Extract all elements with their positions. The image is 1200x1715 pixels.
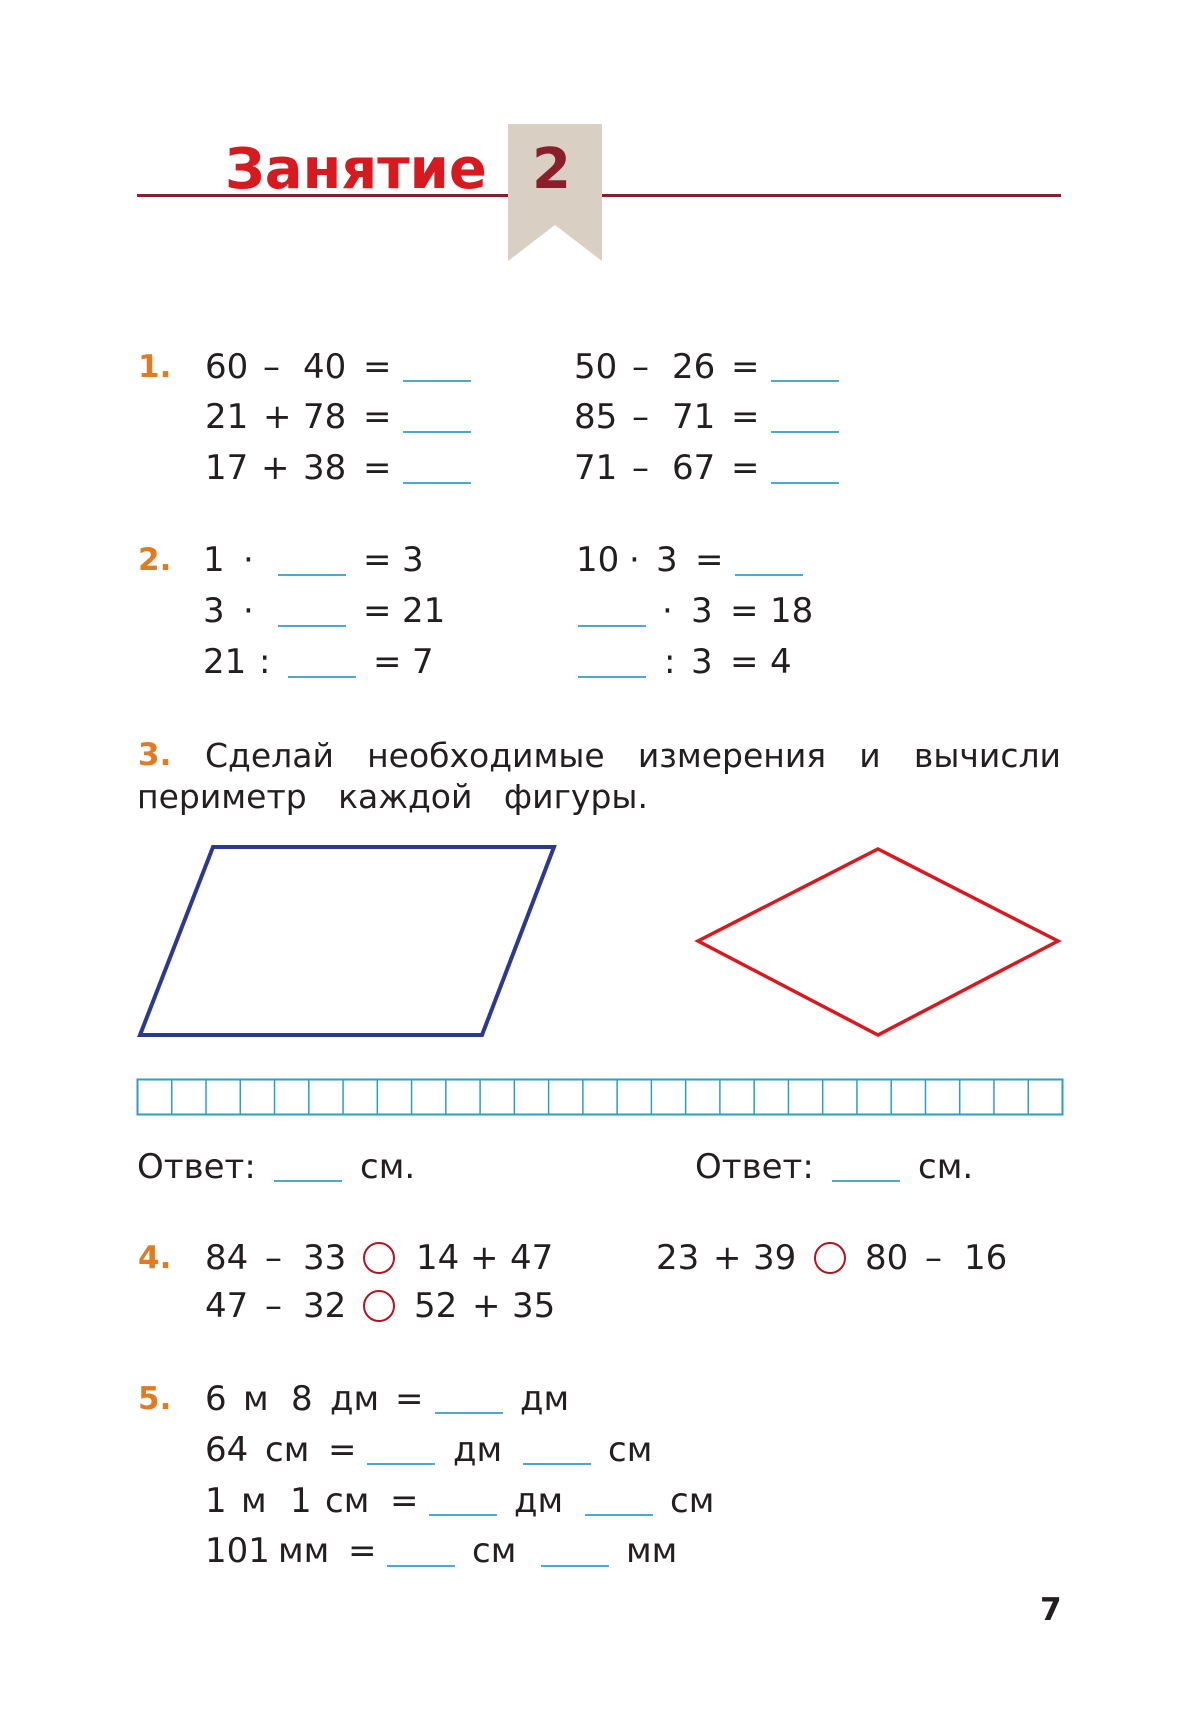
equals-sign: =	[390, 1481, 419, 1521]
answer-blank[interactable]	[832, 1180, 900, 1182]
operand: 80	[865, 1238, 909, 1278]
answer-unit: см.	[918, 1147, 974, 1187]
operator: ·	[629, 540, 640, 580]
unit: см	[265, 1430, 310, 1470]
answer-blank[interactable]	[403, 482, 471, 484]
operand: 50	[574, 347, 618, 387]
operand: 23	[656, 1238, 700, 1278]
answer-blank[interactable]	[403, 380, 471, 382]
operator: :	[664, 642, 676, 682]
equals-sign: =	[363, 347, 392, 387]
equals-sign: =	[730, 642, 759, 682]
operand: 47	[510, 1238, 554, 1278]
task-number: 5.	[138, 1381, 172, 1417]
quantity: 6	[205, 1379, 227, 1419]
answer-blank[interactable]	[278, 574, 346, 576]
operand: 52	[414, 1286, 458, 1326]
ruler-grid	[136, 1078, 1064, 1116]
instruction-word: необходимые	[367, 736, 605, 775]
operand: 14	[416, 1238, 460, 1278]
answer-blank[interactable]	[735, 574, 803, 576]
operator: ·	[243, 591, 254, 631]
operator: ·	[662, 591, 673, 631]
operand: 40	[303, 347, 347, 387]
operand: 17	[205, 448, 249, 488]
operand: 3	[656, 540, 678, 580]
comparison-circle[interactable]	[814, 1242, 846, 1274]
result: 3	[402, 540, 424, 580]
operator: –	[632, 347, 649, 387]
unit: см	[472, 1531, 517, 1571]
unit: дм	[520, 1379, 570, 1419]
answer-blank[interactable]	[435, 1412, 503, 1414]
unit: м	[241, 1481, 267, 1521]
result: 7	[412, 642, 434, 682]
operand: 78	[303, 397, 347, 437]
operator: –	[925, 1238, 942, 1278]
unit: дм	[330, 1379, 380, 1419]
answer-blank[interactable]	[578, 676, 646, 678]
equals-sign: =	[695, 540, 724, 580]
operand: 32	[303, 1286, 347, 1326]
task-number: 2.	[138, 542, 172, 578]
answer-blank[interactable]	[429, 1514, 497, 1516]
operator: +	[470, 1238, 499, 1278]
unit: м	[243, 1379, 269, 1419]
operand: 71	[574, 448, 618, 488]
answer-blank[interactable]	[367, 1463, 435, 1465]
page-number: 7	[1040, 1592, 1062, 1628]
quantity: 1	[205, 1481, 227, 1521]
operand: 26	[672, 347, 716, 387]
operand: 84	[205, 1238, 249, 1278]
operand: 35	[512, 1286, 556, 1326]
instruction-word: Сделай	[205, 736, 334, 775]
answer-blank[interactable]	[523, 1463, 591, 1465]
operand: 21	[205, 397, 249, 437]
lesson-title: Занятие	[225, 137, 487, 202]
operand: 60	[205, 347, 249, 387]
operand: 10	[576, 540, 620, 580]
operand: 85	[574, 397, 618, 437]
unit: дм	[453, 1430, 503, 1470]
task-number: 1.	[138, 349, 172, 385]
comparison-circle[interactable]	[363, 1242, 395, 1274]
result: 4	[770, 642, 792, 682]
operator: +	[713, 1238, 742, 1278]
operand: 39	[753, 1238, 797, 1278]
answer-blank[interactable]	[274, 1180, 342, 1182]
equals-sign: =	[731, 347, 760, 387]
operator: –	[632, 397, 649, 437]
parallelogram-shape	[130, 840, 570, 1040]
instruction-word: и	[859, 736, 881, 775]
equals-sign: =	[363, 540, 392, 580]
quantity: 1	[290, 1481, 312, 1521]
answer-blank[interactable]	[771, 482, 839, 484]
operator: +	[263, 397, 292, 437]
answer-label: Ответ:	[695, 1147, 814, 1187]
equals-sign: =	[395, 1379, 424, 1419]
equals-sign: =	[363, 397, 392, 437]
operator: :	[259, 642, 271, 682]
quantity: 101	[205, 1531, 270, 1571]
unit: мм	[278, 1531, 330, 1571]
operator: –	[263, 347, 280, 387]
comparison-circle[interactable]	[363, 1290, 395, 1322]
answer-blank[interactable]	[288, 676, 356, 678]
operand: 47	[205, 1286, 249, 1326]
operator: ·	[243, 540, 254, 580]
answer-blank[interactable]	[278, 625, 346, 627]
operator: +	[261, 448, 290, 488]
task3-instruction-line2: периметр каждой фигуры.	[137, 777, 648, 816]
answer-blank[interactable]	[771, 431, 839, 433]
answer-blank[interactable]	[578, 625, 646, 627]
operator: –	[632, 448, 649, 488]
task-number: 3.	[138, 737, 172, 773]
unit: мм	[626, 1531, 678, 1571]
instruction-word: вычисли	[913, 736, 1062, 775]
operand: 16	[964, 1238, 1008, 1278]
operand: 21	[203, 642, 247, 682]
quantity: 8	[291, 1379, 313, 1419]
equals-sign: =	[348, 1531, 377, 1571]
rhombus-shape	[690, 840, 1070, 1040]
operand: 38	[303, 448, 347, 488]
operand: 71	[672, 397, 716, 437]
unit: см	[670, 1481, 715, 1521]
equals-sign: =	[328, 1430, 357, 1470]
operand: 33	[303, 1238, 347, 1278]
answer-blank[interactable]	[771, 380, 839, 382]
operand: 67	[672, 448, 716, 488]
answer-blank[interactable]	[387, 1565, 455, 1567]
equals-sign: =	[731, 448, 760, 488]
task-number: 4.	[138, 1240, 172, 1276]
operand: 3	[691, 642, 713, 682]
operand: 1	[203, 540, 225, 580]
unit: дм	[514, 1481, 564, 1521]
operator: –	[265, 1238, 282, 1278]
lesson-number: 2	[532, 137, 571, 202]
operator: +	[472, 1286, 501, 1326]
task3-instruction-line1	[205, 735, 1061, 777]
result: 18	[770, 591, 814, 631]
equals-sign: =	[363, 591, 392, 631]
equals-sign: =	[363, 448, 392, 488]
equals-sign: =	[730, 591, 759, 631]
unit: см	[608, 1430, 653, 1470]
operand: 3	[691, 591, 713, 631]
operator: –	[265, 1286, 282, 1326]
result: 21	[402, 591, 446, 631]
unit: см	[325, 1481, 370, 1521]
equals-sign: =	[731, 397, 760, 437]
answer-blank[interactable]	[403, 431, 471, 433]
quantity: 64	[205, 1430, 249, 1470]
operand: 3	[203, 591, 225, 631]
equals-sign: =	[373, 642, 402, 682]
answer-blank[interactable]	[541, 1565, 609, 1567]
answer-label: Ответ:	[137, 1147, 256, 1187]
instruction-word: измерения	[637, 736, 827, 775]
answer-unit: см.	[360, 1147, 416, 1187]
answer-blank[interactable]	[585, 1514, 653, 1516]
